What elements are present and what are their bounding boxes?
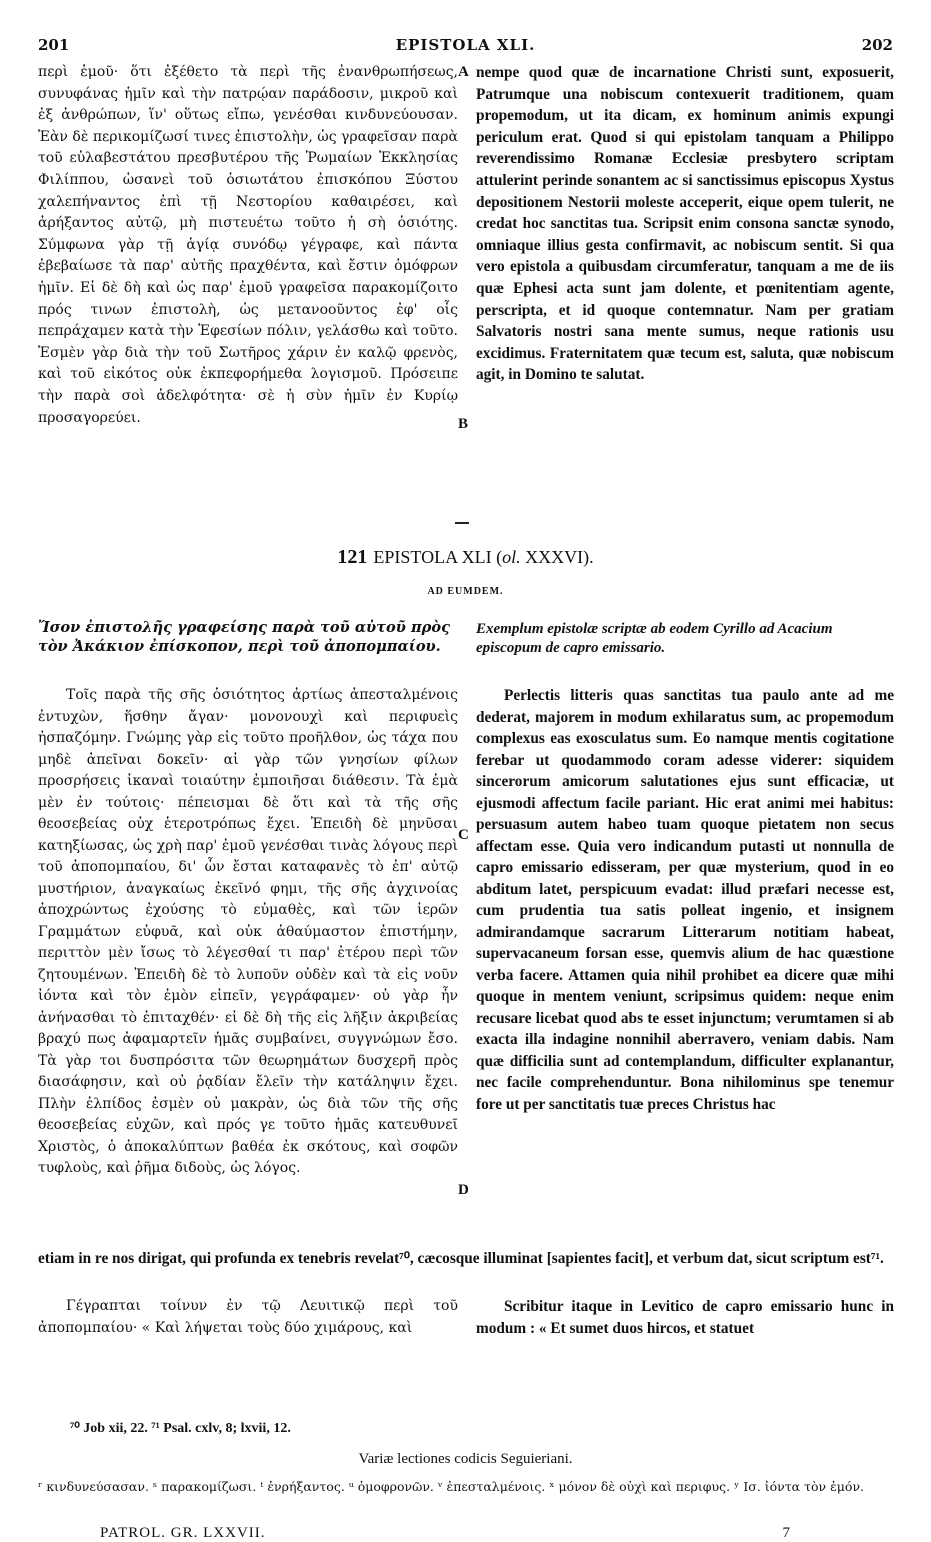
section-divider [455,522,469,524]
margin-letter-a: A [458,64,469,80]
footer-series: PATROL. GR. LXXVII. [100,1525,266,1541]
lower-latin-column [476,1296,894,1339]
margin-letter-c: C [458,827,469,843]
top-latin-text: nempe quod quæ de incarnatione Christi sunt, exposuerit, Patrumque una nobiscum contexuerit traditionem, quam propemodum, ut ita dicam, ex hominum animis expungi periculum erat. Quod si qui epistolam tanquam a Philippo reverendissimo Romanæ Ecclesiæ presbytero scriptam attulerint perinde sonantem ac si sanctissimus episcopus Xystus depositionem Nestorii moleste acceperit, eique opem tulerit, ne credat hoc sanctitas tua. Scripsit enim consona sanctæ synodo, omniaque illius gesta confirmavit, ac nobiscum sentit. Si qua vero epistola a quibusdam circumferatur, tanquam a me de iis quæ Ephesi acta sunt jam dolente, et pœnitentiam agente, perscripta, et id quoque contemnatur. Nam per gratiam Salvatoris nostri sana mente sumus, neque rationis usu excidimus. Fraternitatem quæ tecum est, saluta, quæ nobiscum agit, in Domino te salutat. [476,64,894,384]
variant-readings: ʳ κινδυνεύσασαν. ˢ παρακομίζωσι. ᵗ ἐνρήξαντος. ᵘ ὁμοφρονῶν. ᵛ ἐπεσταλμένοις. ˣ μόνον δὲ οὐχὶ καὶ περιφυς. ʸ Ισ. ἰόντα τὸν ἐμόν. [38,1479,865,1494]
greek-subtitle: Ἴσον ἐπιστολῆς γραφείσης παρὰ τοῦ αὐτοῦ πρὸς τὸν Ἀκάκιον ἐπίσκοπον, περὶ τοῦ ἀποπομπαίου. [38,619,450,655]
main-latin-text: Perlectis litteris quas sanctitas tua paulo ante ad me dederat, majorem in modum exhilaratus sum, ac propemodum complexus eas exosculatus sum. Eo namque mentis cogitatione ferebar ut quodammodo coram adesse viderer: siquidem sincerorum amicorum salutationes ejus sunt efficaciæ, ut ejusmodi affectum facile pariant. Hic erat animi mei habitus: persuasum autem habeo tuam quoque pietatem non secus affectam esse. Quia vero indicandum putasti ut nonnulla de capro emissario edisseram, per quæ mysterium, quod in eo abditum latet, perspicuum evadat: illud præfari necesse est, cum prudentia tua satis polleat ingenio, et insignem admirandamque sacrarum Litterarum notitiam habeat, supervacaneum forsan esse, quemvis alium de hac quæstione verba facere. Attamen quia nihil prohibet ea dicere quæ mihi quoque in mentem veniunt, scripsimus quidem: neque enim recusare licebat quod abs te esset injunctum; verumtamen si ab exacta illa indagine nonnihil aberravero, veniam dabis. Nam quæ difficilia sunt ad contemplandum, difficulter explanantur, nec facile comprehenduntur. Bona nihilominus spe tenemur fore ut per sanctitatis tuæ preces Christus hac [476,687,894,1113]
top-greek-column [38,62,458,429]
page-number-right: 202 [861,36,893,54]
main-latin-column [476,685,894,1115]
footnotes: ⁷⁰ Job xii, 22. ⁷¹ Psal. cxlv, 8; lxvii, 12. [70,1421,291,1436]
margin-letter-d: D [458,1182,469,1198]
running-head [38,36,893,58]
lower-latin-text: Scribitur itaque in Levitico de capro emissario hunc in modum : « Et sumet duos hircos, et statuet [476,1298,894,1337]
running-title: EPISTOLA XLI. [395,36,536,54]
lower-greek-column [38,1296,458,1339]
epistola-title: EPISTOLA XLI ( [373,547,503,567]
top-greek-text: περὶ ἐμοῦ· ὅτι ἐξέθετο τὰ περὶ τῆς ἐνανθρωπήσεως, συνυφάνας ἡμῖν καὶ τὴν πατρῴαν παράδοσιν, μικροῦ καὶ ἐξ ἀνθρώπων, ἵν' οὕτως εἴπω, γενέσθαι κινδυνεύουσαν. Ἐὰν δὲ περικομίζωσί τινες ἐπιστολὴν, ὡς γραφεῖσαν παρὰ τοῦ εὐλαβεστάτου πρεσβυτέρου τῆς Ῥωμαίων Ἐκκλησίας Φιλίππου, ὡσανεὶ τοῦ ὁσιωτάτου ἐπισκόπου Ξύστου χαλεπήναντος ἐπὶ τῇ Νεστορίου καθαιρέσει, καὶ ἀρήξαντος αὐτῷ, μὴ πιστευέτω τοῦτο ἡ σὴ ὁσιότης. Σύμφωνα γὰρ τῇ ἁγίᾳ συνόδῳ γέγραφε, καὶ πάντα ἐβεβαίωσε τὰ παρ' αὐτῆς πραχθέντα, καὶ ἔστιν ὁμόφρων ἡμῖν. Εἰ δὲ δὴ καὶ ὡς παρ' ἐμοῦ γραφεῖσα παρακομίζοιτο πρός τινων ἐπιστολὴ, ὡς μετανοοῦντος ἐφ' οἷς πεπράχαμεν κατὰ τὴν Ἐφεσίων πόλιν, γελάσθω καὶ τοῦτο. Ἐσμὲν γὰρ διὰ τὴν τοῦ Σωτῆρος χάριν ἐν καλῷ φρενὸς, καὶ τοῦ εἰκότος οὐκ ἐκπεφορήμεθα λογισμοῦ. Πρόσειπε τὴν παρὰ σοὶ ἀδελφότητα· σὲ ἡ σὺν ἡμῖν ἐν Κυρίῳ προσαγορεύει. [38,64,458,426]
addressee-line: AD EUMDEM. [427,586,504,597]
page-footer [100,1525,791,1542]
main-greek-column [38,685,458,1180]
top-latin-column [476,62,894,386]
full-width-line: etiam in re nos dirigat, qui profunda ex tenebris revelat⁷⁰, cæcosque illuminat [sapientes facit], et verbum dat, sicut scriptum est⁷¹. [38,1250,884,1267]
epistola-title-rest: XXXVI). [520,547,594,567]
footer-signature: 7 [782,1525,791,1541]
margin-letter-b: B [458,416,469,432]
epistola-ol: ol. [502,547,521,567]
main-greek-text: Τοῖς παρὰ τῆς σῆς ὁσιότητος ἀρτίως ἀπεσταλμένοις ἐντυχὼν, ἥσθην ἄγαν· μονονουχὶ καὶ περιφυεὶς ἠσπαζόμην. Γνώμης γὰρ εἰς τοῦτο προῆλθον, ὡς τάχα που μηδὲ ἀπεῖναι δοκεῖν· αἱ γὰρ τῶν γνησίων φίλων προσρήσεις ἱκαναὶ τοιαύτην ἐμποιῆσαι διάθεσιν. Τὰ ἐμὰ μὲν ἐν τούτοις· πέπεισμαι δὲ ὅτι καὶ τὰ τῆς σῆς θεοσεβείας οὐχ ἑτεροτρόπως ἔχει. Ἐπειδὴ δὲ μηνῦσαι κατηξίωσας, ὡς χρὴ παρ' ἐμοῦ γενέσθαι τινὰς λόγους περὶ τοῦ ἀποπομπαίου, δι' ὧν ἔσται καταφανὲς τὸ ἐπ' αὐτῷ μυστήριον, ἀναγκαίως ἐκεῖνό φημι, τῆς σῆς ἀγχινοίας ἀποχρώντως ἐχούσης τὸ εὐμαθὲς, καὶ τῶν ἱερῶν Γραμμάτων εὐφυᾶ, καὶ οὐκ ἀθαύμαστον ἐπιστήμην, περιττὸν μὲν ἴσως τὸ λέγεσθαί τι παρ' ἑτέρου περὶ τῶν ζητουμένων. Ἐπειδὴ δὲ τὸ λυποῦν οὐδὲν καὶ τὰ εἰς νοῦν ἰόντα καὶ τὸν ἐμὸν εἰπεῖν, γεγράφαμεν· οὐ γὰρ ἦν ἀνήνασθαι τὸ ἐπιταχθέν· εἰ δὲ δὴ τῆς εἰς λῆξιν ἀκριβείας βραχύ πως ἀφαμαρτεῖν ἡμᾶς συμβαίνει, συγγνώμων ἔσο. Τὰ γὰρ τοι δυσπρόσιτα τῶν θεωρημάτων δυσχερῆ πρὸς διασάφησιν, καὶ οὐ ῥᾳδίαν ἔλεῖν τὴν κατάληψιν ἔχει. Πλὴν ἐλπίδος ἐσμὲν οὐ μακρὰν, ὡς διὰ τῶν τῆς σῆς θεοσεβείας εὐχῶν, καὶ πρός γε τοῦτο ἡμᾶς κατευθυνεῖ Χριστὸς, ὁ ἀποκαλύπτων βαθέα ἐκ σκότους, καὶ σοφῶν τυφλοὺς, καὶ ῥῆμα διδοὺς, ὡς λόγος. [38,687,458,1176]
page-number-left: 201 [38,36,70,54]
variae-lectiones-title: Variæ lectiones codicis Seguieriani. [358,1451,573,1467]
lower-greek-text: Γέγραπται τοίνυν ἐν τῷ Λευιτικῷ περὶ τοῦ ἀποπομπαίου· « Καὶ λήψεται τοὺς δύο χιμάρους, καὶ [38,1298,458,1336]
latin-subtitle: Exemplum epistolæ scriptæ ab eodem Cyrillo ad Acacium episcopum de capro emissario. [476,621,833,656]
epistola-number: 121 [337,546,368,568]
epistola-heading [0,546,931,569]
